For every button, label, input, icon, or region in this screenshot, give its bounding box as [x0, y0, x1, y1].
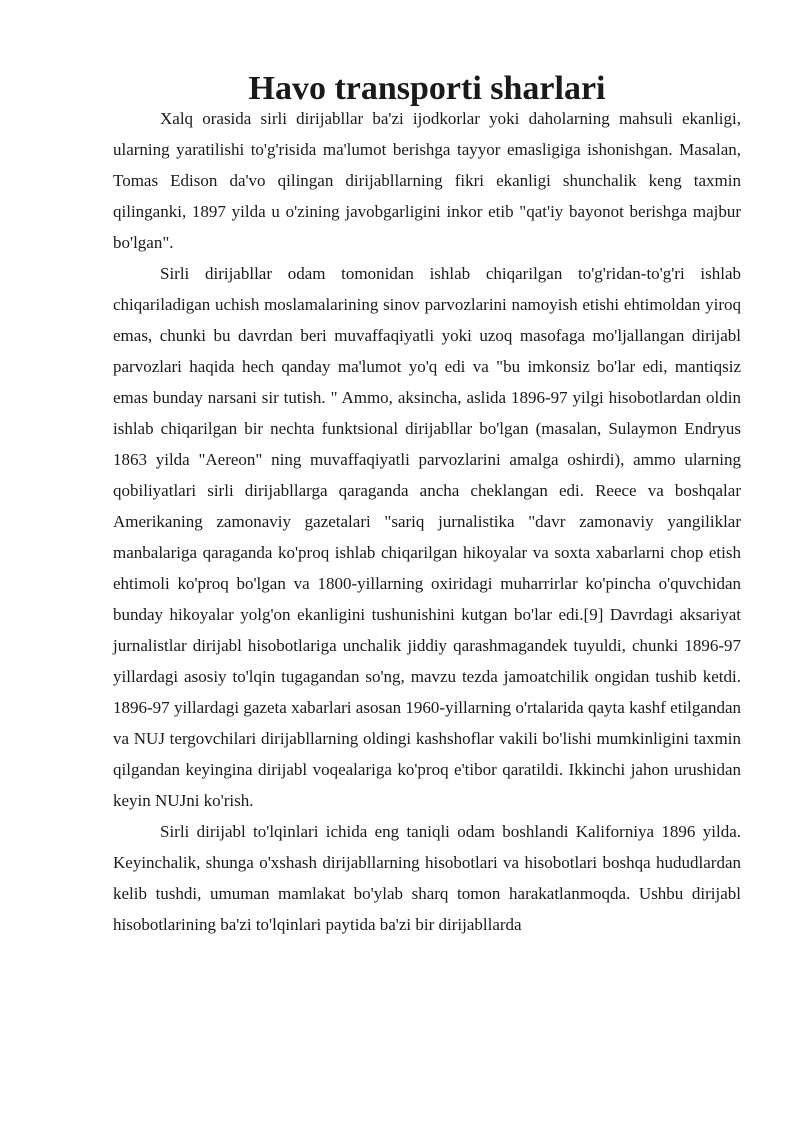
paragraph-3: Sirli dirijabl to'lqinlari ichida eng taniqli odam boshlandi Kaliforniya 1896 yilda. Keyinchalik, shunga o'xshash dirijabllarning hisobotlari va hisobotlari boshqa hududlardan kelib tushdi, umuman mamlakat bo'ylab sharq tomon harakatlanmoqda. Ushbu dirijabl hisobotlarining ba'zi to'lqinlari paytida ba'zi bir dirijabllarda [113, 822, 741, 934]
document-title: Havo transporti sharlari [248, 70, 606, 107]
paragraph-2: Sirli dirijabllar odam tomonidan ishlab chiqarilgan to'g'ridan-to'g'ri ishlab chiqariladigan uchish moslamalarining sinov parvozlarini namoyish etishi ehtimoldan yiroq emas, chunki bu davrdan beri muvaffaqiyatli yoki uzoq masofaga mo'ljallangan dirijabl parvozlari haqida hech qanday ma'lumot yo'q edi va "bu imkonsiz bo'lar edi, mantiqsiz emas bunday narsani sir tutish. " Ammo, aksincha, aslida 1896-97 yilgi hisobotlardan oldin ishlab chiqarilgan bir nechta funktsional dirijabllar bo'lgan (masalan, Sulaymon Endryus 1863 yilda "Aereon" ning muvaffaqiyatli parvozlarini amalga oshirdi), ammo ularning qobiliyatlari sirli dirijabllarga qaraganda ancha cheklangan edi. Reece va boshqalar Amerikaning zamonaviy gazetalari "sariq jurnalistika "davr zamonaviy yangiliklar manbalariga qaraganda ko'proq ishlab chiqarilgan hikoyalar va soxta xabarlarni chop etish ehtimoli ko'proq bo'lgan va 1800-yillarning oxiridagi muharrirlar ko'pincha o'quvchidan bunday hikoyalar yolg'on ekanligini tushunishini kutgan bo'lar edi.[9] Davrdagi aksariyat jurnalistlar dirijabl hisobotlariga unchalik jiddiy qarashmagandek tuyuldi, chunki 1896-97 yillardagi asosiy to'lqin tugagandan so'ng, mavzu tezda jamoatchilik ongidan tushib ketdi. 1896-97 yillardagi gazeta xabarlari asosan 1960-yillarning o'rtalarida qayta kashf etilgandan va NUJ tergovchilari dirijabllarning oldingi kashshoflar vakili bo'lishi mumkinligini taxmin qilgandan keyingina dirijabl voqealariga ko'proq e'tibor qaratildi. Ikkinchi jahon urushidan keyin NUJni ko'rish. [113, 264, 741, 810]
paragraph-1: Xalq orasida sirli dirijabllar ba'zi ijodkorlar yoki daholarning mahsuli ekanligi, ularning yaratilishi to'g'risida ma'lumot berishga tayyor emasligiga ishonishgan. Masalan, Tomas Edison da'vo qilingan dirijabllarning fikri ekanligi shunchalik keng taxmin qilinganki, 1897 yilda u o'zining javobgarligini inkor etib "qat'iy bayonot berishga majbur bo'lgan". [113, 109, 741, 252]
document-page [113, 70, 741, 940]
